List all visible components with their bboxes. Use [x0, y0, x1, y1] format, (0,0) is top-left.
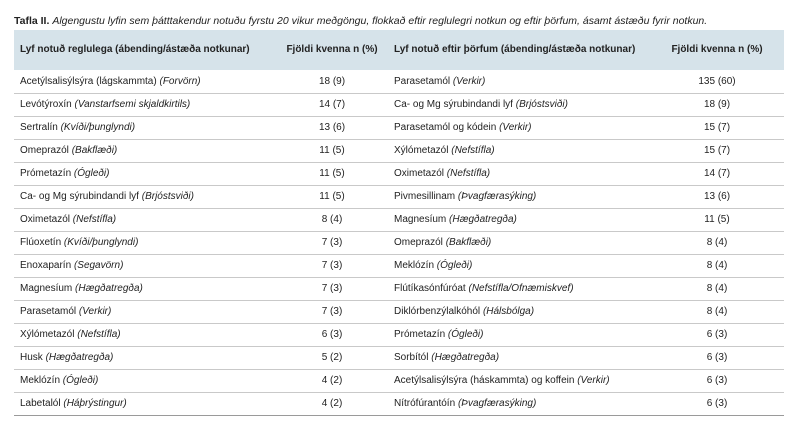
prn-count: 14 (7) [650, 162, 784, 185]
regular-count: 11 (5) [276, 139, 388, 162]
prn-drug-name: Nítrófúrantóín [394, 398, 456, 409]
regular-drug-indication: (Nefstífla) [77, 329, 121, 340]
table-row [14, 139, 784, 162]
regular-drug-indication: (Hægðatregða) [45, 352, 114, 363]
regular-drug-indication: (Kvíði/þunglyndi) [63, 237, 139, 248]
regular-drug-indication: (Forvörn) [159, 75, 201, 87]
regular-drug-name: Flúoxetín [20, 237, 62, 248]
regular-drug-indication: (Segavörn) [73, 260, 124, 271]
prn-drug-indication: (Verkir) [499, 122, 532, 133]
table-row [14, 369, 784, 392]
prn-drug-cell [388, 162, 650, 185]
table-row [14, 231, 784, 254]
regular-drug-name: Parasetamól [20, 306, 77, 317]
prn-drug-name: Diklórbenzýlalkóhól [394, 306, 481, 317]
prn-count: 6 (3) [650, 346, 784, 369]
regular-drug-cell [14, 277, 276, 300]
prn-count: 15 (7) [650, 116, 784, 139]
regular-drug-name: Husk [20, 352, 43, 363]
regular-count: 14 (7) [276, 93, 388, 116]
regular-drug-indication: (Háþrýstingur) [63, 398, 127, 409]
regular-count: 5 (2) [276, 346, 388, 369]
prn-drug-indication: (Hálsbólga) [482, 306, 535, 317]
regular-count: 13 (6) [276, 116, 388, 139]
regular-drug-indication: (Verkir) [78, 306, 112, 317]
prn-drug-name: Xýlómetazól [394, 145, 449, 156]
regular-drug-name: Levótýroxín [20, 99, 72, 110]
table-row [14, 323, 784, 346]
prn-drug-indication: (Nefstífla) [446, 168, 491, 179]
prn-drug-cell [388, 254, 650, 277]
table-row [14, 162, 784, 185]
prn-drug-cell [388, 392, 650, 415]
regular-count: 11 (5) [276, 162, 388, 185]
header-prn-count: Fjöldi kvenna n (%) [671, 44, 763, 55]
prn-drug-name: Meklózín [394, 260, 435, 271]
regular-drug-name: Sertralín [20, 122, 58, 133]
regular-count: 7 (3) [276, 300, 388, 323]
regular-drug-indication: (Nefstífla) [72, 214, 117, 225]
regular-drug-cell [14, 185, 276, 208]
regular-drug-cell [14, 139, 276, 162]
caption-label: Tafla II. [14, 15, 50, 27]
regular-count: 8 (4) [276, 208, 388, 231]
prn-drug-name: Acetýlsalisýlsýra (háskammta) og koffein [394, 375, 575, 386]
prn-drug-name: Magnesíum [394, 214, 447, 225]
prn-count: 8 (4) [650, 254, 784, 277]
regular-drug-name: Xýlómetazól [20, 329, 75, 340]
header-regular-drug: Lyf notuð reglulega (ábending/ástæða notkunar) [20, 44, 250, 55]
table-row [14, 185, 784, 208]
regular-drug-indication: (Vanstarfsemi skjaldkirtils) [74, 99, 191, 110]
table-row [14, 277, 784, 300]
regular-drug-cell [14, 392, 276, 415]
regular-drug-cell [14, 93, 276, 116]
regular-count: 6 (3) [276, 323, 388, 346]
regular-drug-cell [14, 116, 276, 139]
regular-drug-name: Acetýlsalisýlsýra (lágskammta) [20, 75, 157, 87]
regular-count: 4 (2) [276, 392, 388, 415]
regular-count: 7 (3) [276, 254, 388, 277]
prn-drug-cell [388, 93, 650, 116]
regular-drug-cell [14, 369, 276, 392]
regular-count: 7 (3) [276, 231, 388, 254]
regular-count: 18 (9) [276, 70, 388, 93]
prn-drug-cell [388, 185, 650, 208]
table-row [14, 392, 784, 415]
regular-drug-name: Labetalól [20, 398, 61, 409]
prn-count: 8 (4) [650, 277, 784, 300]
prn-count: 135 (60) [650, 70, 784, 93]
table-header-row [14, 30, 784, 70]
regular-drug-name: Oximetazól [20, 214, 71, 225]
prn-drug-cell [388, 70, 650, 93]
table-row [14, 346, 784, 369]
regular-drug-cell [14, 208, 276, 231]
prn-drug-name: Flútíkasónfúróat [394, 283, 466, 294]
regular-drug-name: Magnesíum [20, 283, 73, 294]
prn-drug-cell [388, 346, 650, 369]
regular-drug-indication: (Brjóstsviði) [141, 191, 194, 202]
prn-drug-name: Parasetamól og kódein [394, 122, 497, 133]
regular-drug-indication: (Bakflæði) [71, 145, 118, 156]
prn-drug-name: Pivmesillinam [394, 191, 456, 202]
prn-drug-cell [388, 300, 650, 323]
prn-count: 15 (7) [650, 139, 784, 162]
prn-count: 13 (6) [650, 185, 784, 208]
table-row [14, 93, 784, 116]
prn-drug-name: Omeprazól [394, 237, 443, 248]
regular-count: 11 (5) [276, 185, 388, 208]
prn-drug-indication: (Hægðatregða) [449, 214, 517, 225]
header-regular-count: Fjöldi kvenna n (%) [286, 44, 378, 55]
table-row [14, 70, 784, 93]
regular-drug-cell [14, 254, 276, 277]
prn-count: 8 (4) [650, 231, 784, 254]
regular-drug-cell [14, 300, 276, 323]
regular-drug-cell [14, 346, 276, 369]
prn-drug-name: Ca- og Mg sýrubindandi lyf [394, 99, 513, 110]
prn-drug-indication: (Verkir) [452, 75, 486, 87]
caption-text: Algengustu lyfin sem þátttakendur notuðu fyrstu 20 vikur meðgöngu, flokkað eftir reglulegri notkun og eftir þörfum, ásamt ástæðu fyrir notkun. [52, 15, 708, 27]
prn-drug-cell [388, 208, 650, 231]
regular-drug-indication: (Ógleði) [62, 375, 99, 386]
prn-drug-indication: (Brjóstsviði) [515, 99, 568, 110]
prn-drug-name: Sorbítól [394, 352, 429, 363]
regular-drug-cell [14, 323, 276, 346]
prn-drug-cell [388, 323, 650, 346]
prn-drug-indication: (Ógleði) [436, 260, 473, 271]
regular-drug-cell [14, 70, 276, 93]
prn-count: 6 (3) [650, 323, 784, 346]
table-body [14, 70, 784, 415]
prn-count: 8 (4) [650, 300, 784, 323]
prn-drug-cell [388, 369, 650, 392]
prn-drug-cell [388, 277, 650, 300]
table-caption [14, 14, 794, 28]
prn-drug-indication: (Þvagfærasýking) [457, 191, 537, 202]
regular-count: 4 (2) [276, 369, 388, 392]
prn-count: 6 (3) [650, 392, 784, 415]
prn-drug-name: Parasetamól [394, 75, 451, 87]
regular-drug-indication: (Kvíði/þunglyndi) [60, 122, 136, 133]
regular-drug-name: Enoxaparín [20, 260, 72, 271]
prn-drug-indication: (Hægðatregða) [431, 352, 500, 363]
regular-count: 7 (3) [276, 277, 388, 300]
prn-drug-indication: (Nefstífla) [451, 145, 495, 156]
table-row [14, 208, 784, 231]
regular-drug-cell [14, 162, 276, 185]
table-row [14, 254, 784, 277]
prn-drug-indication: (Þvagfærasýking) [457, 398, 537, 409]
table-row [14, 300, 784, 323]
prn-drug-name: Prómetazín [394, 329, 446, 340]
table-row [14, 116, 784, 139]
regular-drug-cell [14, 231, 276, 254]
prn-drug-cell [388, 139, 650, 162]
regular-drug-name: Prómetazín [20, 168, 72, 179]
prn-drug-cell [388, 116, 650, 139]
prn-drug-indication: (Verkir) [577, 375, 610, 386]
prn-drug-cell [388, 231, 650, 254]
prn-count: 6 (3) [650, 369, 784, 392]
regular-drug-indication: (Ógleði) [73, 168, 110, 179]
prn-drug-indication: (Ógleði) [447, 329, 484, 340]
regular-drug-name: Ca- og Mg sýrubindandi lyf [20, 191, 139, 202]
prn-count: 11 (5) [650, 208, 784, 231]
prn-drug-name: Oximetazól [394, 168, 445, 179]
regular-drug-name: Omeprazól [20, 145, 69, 156]
prn-drug-indication: (Bakflæði) [445, 237, 492, 248]
prn-drug-indication: (Nefstífla/Ofnæmiskvef) [468, 283, 574, 294]
prn-count: 18 (9) [650, 93, 784, 116]
medication-table [14, 30, 784, 416]
regular-drug-indication: (Hægðatregða) [75, 283, 143, 294]
header-prn-drug: Lyf notuð eftir þörfum (ábending/ástæða notkunar) [394, 44, 636, 55]
regular-drug-name: Meklózín [20, 375, 61, 386]
